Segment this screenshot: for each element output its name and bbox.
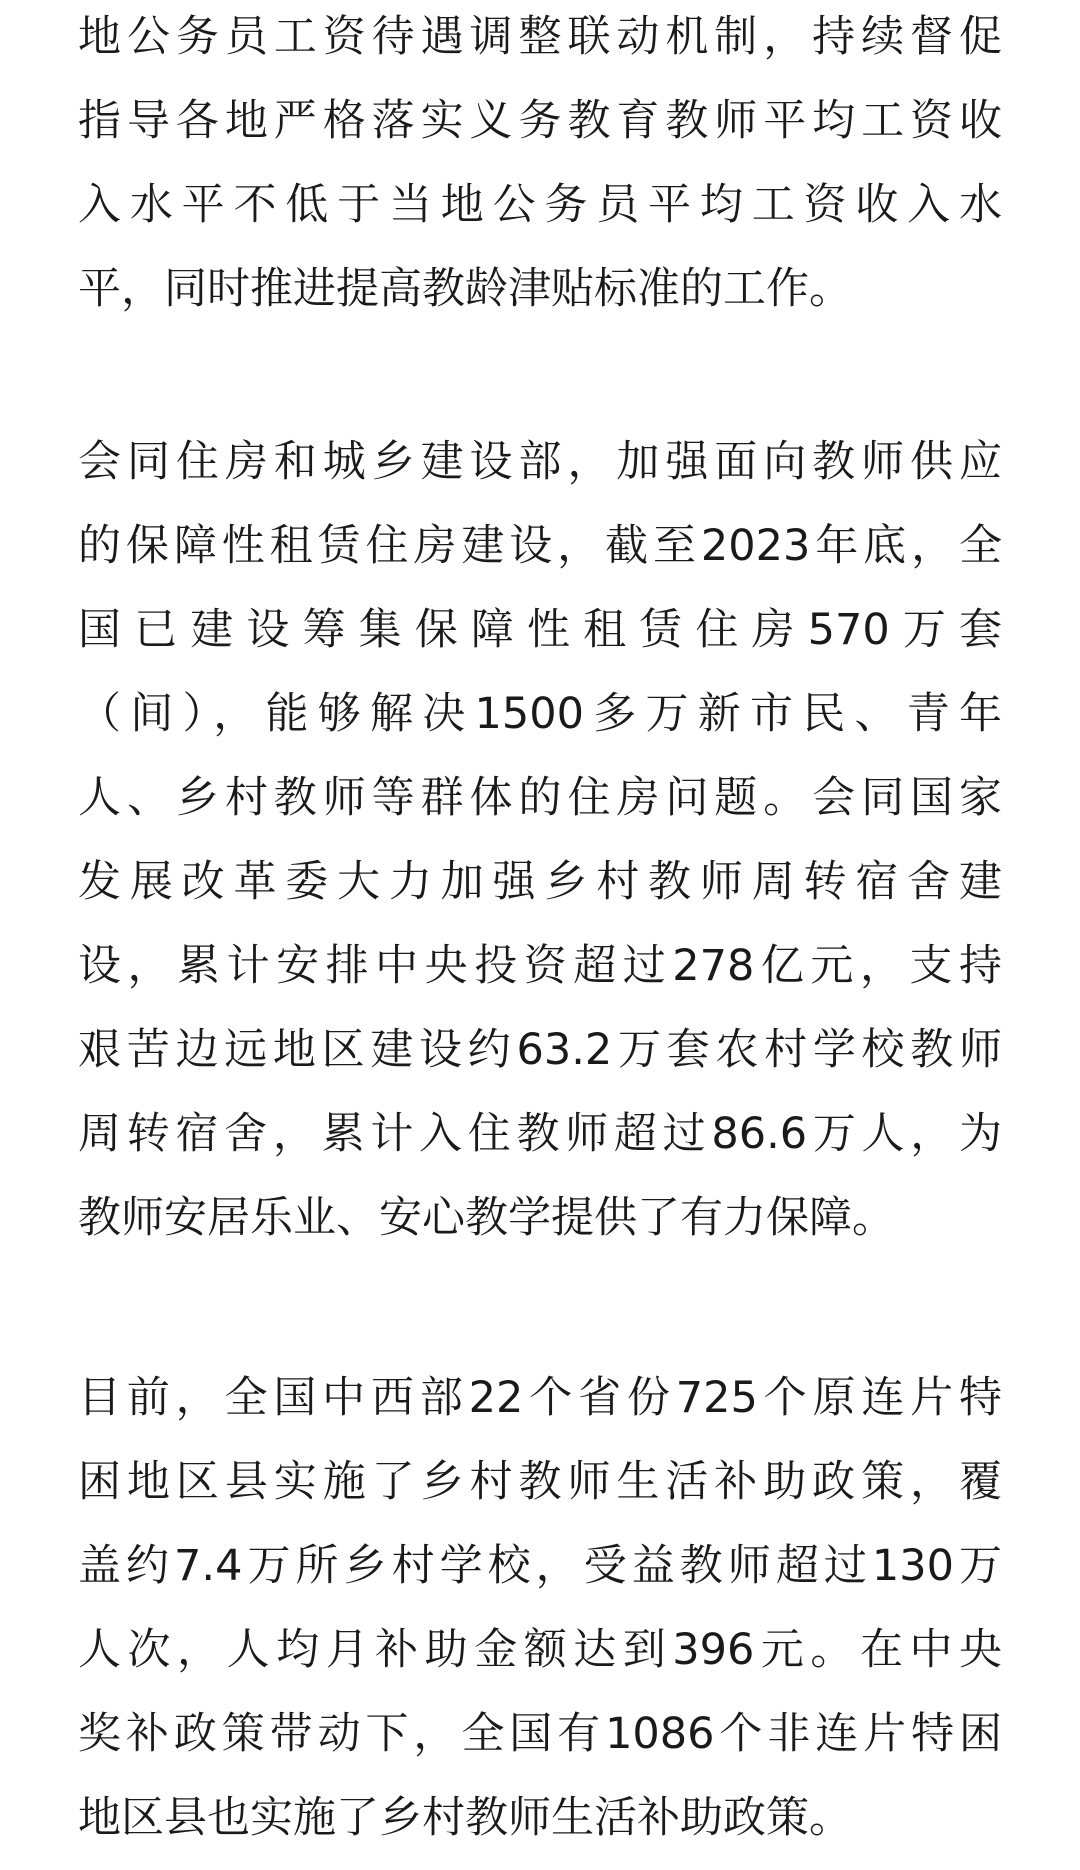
- text-line: 的保障性租赁住房建设，截至2023年底，全: [78, 521, 1002, 571]
- text-line: 会同住房和城乡建设部，加强面向教师供应: [78, 437, 1002, 487]
- text-line: 奖补政策带动下，全国有1086个非连片特困: [78, 1709, 1002, 1759]
- text-line: 人次，人均月补助金额达到396元。在中央: [78, 1625, 1002, 1675]
- text-line: 设，累计安排中央投资超过278亿元，支持: [78, 941, 1002, 991]
- paragraph-teacher-salary: [78, 0, 1002, 331]
- text-line: 周转宿舍，累计入住教师超过86.6万人，为: [78, 1109, 1002, 1159]
- text-line: 地公务员工资待遇调整联动机制，持续督促: [78, 12, 1002, 62]
- text-line: 入水平不低于当地公务员平均工资收入水: [78, 180, 1002, 230]
- text-line: 人、乡村教师等群体的住房问题。会同国家: [78, 773, 1002, 823]
- text-line: 困地区县实施了乡村教师生活补助政策，覆: [78, 1457, 1002, 1507]
- text-line: 教师安居乐业、安心教学提供了有力保障。: [78, 1193, 895, 1243]
- text-line: （间），能够解决1500多万新市民、青年: [78, 689, 1002, 739]
- text-line: 指导各地严格落实义务教育教师平均工资收: [78, 96, 1002, 146]
- text-line: 国已建设筹集保障性租赁住房570万套: [78, 605, 1002, 655]
- paragraph-teacher-housing: [78, 420, 1002, 1260]
- text-line: 平，同时推进提高教龄津贴标准的工作。: [78, 264, 852, 314]
- text-line: 盖约7.4万所乡村学校，受益教师超过130万: [78, 1541, 1002, 1591]
- text-line: 发展改革委大力加强乡村教师周转宿舍建: [78, 857, 1002, 907]
- text-line: 目前，全国中西部22个省份725个原连片特: [78, 1373, 1002, 1423]
- paragraph-rural-subsidy: [78, 1356, 1002, 1860]
- text-line: 地区县也实施了乡村教师生活补助政策。: [78, 1793, 852, 1843]
- text-line: 艰苦边远地区建设约63.2万套农村学校教师: [78, 1025, 1002, 1075]
